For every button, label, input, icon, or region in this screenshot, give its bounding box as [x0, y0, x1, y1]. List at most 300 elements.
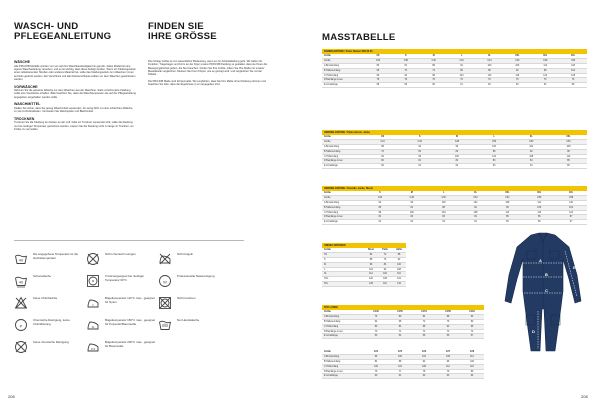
- size-table-cell: 71: [398, 330, 402, 333]
- size-table-cell: C40: [431, 59, 436, 62]
- size-table-cell: 118: [571, 64, 575, 67]
- size-table-header-cell: Größe: [324, 351, 331, 353]
- size-table-cell: 88: [492, 150, 496, 153]
- size-table-cell: 90: [376, 74, 380, 77]
- size-table-cell: E Ärmellänge: [324, 165, 338, 168]
- size-table-cell: 124: [397, 278, 401, 281]
- care-section-title: TROCKNEN: [14, 116, 35, 121]
- size-table-cell: C44: [487, 59, 492, 62]
- size-table-cell: 81: [418, 160, 422, 163]
- size-table-cell: 80: [381, 160, 384, 163]
- no-iron-icon: [158, 252, 172, 266]
- size-table-header-cell: M: [410, 192, 413, 194]
- size-table-cell: 82: [410, 216, 414, 219]
- figure-label-d: D: [532, 329, 535, 334]
- care-symbol-item: [14, 340, 84, 362]
- size-table-cell: A Brustumfang: [324, 315, 340, 318]
- size-table-row: [322, 83, 587, 88]
- size-table-cell: 59: [404, 84, 408, 87]
- size-table-cell: 84: [383, 263, 387, 266]
- care-text-column: [14, 60, 136, 131]
- size-table-cell: 66: [376, 69, 380, 72]
- size-table-cell: 92: [383, 268, 387, 271]
- gentle-wash-icon: [14, 274, 28, 288]
- care-section-body: Stellen Sie sicher, dass Sie genug Waschmittel verwenden. Zu wenig führt zu einer schlechten Wäsche, zu viel zu Rückständen. Vermeiden Sie Weichspüler und Bleichmittel.: [14, 106, 134, 114]
- size-table-cell: B Taillenumfang: [324, 320, 341, 323]
- care-symbol-label: Bügeltemperatur 110°C max., geeignet für Nylon: [105, 296, 155, 304]
- size-table-cell: 65: [567, 165, 570, 168]
- care-symbol-item: [86, 252, 156, 274]
- care-symbol-item: [14, 274, 84, 296]
- size-table-cell: C52: [473, 196, 478, 199]
- size-table-cell: C50: [570, 59, 576, 62]
- size-table-cell: 64: [470, 375, 474, 378]
- care-symbol-item: [158, 296, 228, 318]
- svg-text:••: ••: [91, 324, 95, 329]
- size-table-header-cell: XS: [381, 136, 385, 138]
- size-table-cell: 57: [470, 335, 474, 338]
- size-table-header-cell: 4XL: [570, 55, 576, 57]
- size-table-cell: 100: [492, 145, 497, 148]
- size-table-cell: 88: [397, 253, 401, 256]
- size-table-header-cell: XL: [487, 55, 491, 57]
- size-table-cell: 60: [432, 84, 435, 87]
- size-table-cell: 92: [529, 150, 533, 153]
- size-table-header-cell: C27: [445, 351, 451, 353]
- size-table-cell: 104: [569, 206, 573, 209]
- size-table-header-cell: XXL: [515, 55, 520, 57]
- size-table-cell: C48: [409, 196, 414, 199]
- size-table-header-cell: C158: [445, 311, 451, 313]
- size-table-cell: 88: [442, 206, 445, 209]
- size-table-cell: D Beinlänge innen: [324, 216, 343, 219]
- care-symbol-label: Nur Handwäsche: [177, 318, 200, 322]
- size-table-cell: 88: [381, 145, 384, 148]
- size-table-header-cell: M: [455, 136, 458, 138]
- size-table-cell: C Hüftumfang: [324, 211, 339, 214]
- size-table-title: DAMEN-GRÖSSE / Pants Damen DIN 36-46: [322, 49, 587, 54]
- size-table-cell: E Ärmellänge: [324, 221, 338, 224]
- size-table-cell: M: [324, 263, 326, 266]
- size-table-cell: 92: [397, 258, 401, 261]
- size-text-column: [148, 60, 270, 86]
- size-table-cell: 82: [455, 160, 459, 163]
- overall-illustration: [505, 233, 581, 351]
- figure-label-b: B: [545, 272, 548, 277]
- care-symbol-label: Bügeltemperatur 150°C max., geeignet für Polyester/Baumwolle: [105, 318, 156, 326]
- size-table-cell: 61: [398, 375, 402, 378]
- size-table-header-cell: L: [460, 55, 463, 57]
- size-table-cell: 108: [446, 355, 450, 358]
- overall-figure: [493, 229, 593, 355]
- size-table-cell: C52: [529, 140, 534, 143]
- size-table-cell: C58: [568, 196, 574, 199]
- size-table-cell: 76: [404, 79, 408, 82]
- size-table-cell: 80: [378, 206, 382, 209]
- size-table-cell: C38: [403, 59, 408, 62]
- size-table-cell: 92: [381, 155, 384, 158]
- size-table-cell: 116: [397, 273, 401, 276]
- size-table-cell: 104: [571, 69, 575, 72]
- size-table-cell: 108: [397, 268, 401, 271]
- size-table-cell: 84: [369, 253, 373, 256]
- size-table-header-cell: Größe: [324, 55, 331, 57]
- size-table-cell: 116: [383, 283, 387, 286]
- size-table-cell: 65: [506, 221, 509, 224]
- size-table-cell: 56: [446, 335, 450, 338]
- size-table-cell: 70: [404, 69, 408, 72]
- care-symbol-label: Nicht trocknen: [177, 296, 196, 300]
- size-table-header-cell: S: [405, 55, 407, 57]
- size-table-header-cell: Taille: [382, 249, 388, 251]
- size-table-cell: 96: [470, 325, 474, 328]
- size-table-cell: 76: [376, 79, 380, 82]
- size-table-cell: C46: [377, 196, 383, 199]
- size-table-header-cell: Größe: [324, 249, 331, 251]
- size-table-cell: 128: [571, 74, 575, 77]
- size-table-cell: A Brustumfang: [324, 145, 340, 148]
- size-table-cell: 76: [460, 79, 463, 82]
- size-table-cell: 96: [410, 201, 414, 204]
- size-table-cell: 72: [383, 253, 387, 256]
- size-table-cell: A Brustumfang: [324, 355, 340, 358]
- size-table-cell: A Brustumfang: [324, 201, 340, 204]
- size-table-cell: 63: [516, 84, 519, 87]
- care-section-title: VORWÄSCHE: [14, 84, 38, 89]
- care-symbol-item: [86, 340, 156, 362]
- size-table-cell: 84: [398, 325, 402, 328]
- size-table-cell: 81: [378, 216, 382, 219]
- size-table-cell: 96: [446, 360, 450, 363]
- care-symbol-label: Chemische Reinigung, keine Chloridlösung: [33, 318, 70, 326]
- size-table-cell: 96: [369, 263, 373, 266]
- table-heading: MASSTABELLE: [322, 32, 396, 43]
- size-table-cell: C54: [566, 140, 571, 143]
- size-table-header-cell: 3XL: [537, 192, 542, 194]
- size-table-cell: 88: [432, 64, 435, 67]
- size-table-cell: 92: [422, 360, 426, 363]
- care-symbol-item: [158, 274, 228, 296]
- size-table-cell: 96: [418, 155, 422, 158]
- size-table-cell: C44: [380, 140, 385, 143]
- size-table-cell: 94: [404, 74, 408, 77]
- size-table-cell: 108: [473, 211, 478, 214]
- size-table-cell: 76: [381, 150, 384, 153]
- size-table-cell: 104: [369, 268, 373, 271]
- size-table-cell: D Beinlänge innen: [324, 79, 343, 82]
- size-table-cell: 61: [460, 84, 463, 87]
- size-table-cell: 94: [460, 64, 463, 67]
- svg-text:•••: •••: [90, 346, 96, 351]
- figure-label-c: C: [545, 288, 548, 293]
- iron-high-icon: [86, 340, 100, 354]
- size-table-header-cell: C28: [469, 351, 475, 353]
- size-table-cell: 65: [571, 84, 575, 87]
- care-symbol-item: [158, 318, 228, 340]
- size-table: [322, 130, 587, 169]
- size-table-cell: 53: [374, 335, 378, 338]
- size-table-cell: 80: [470, 320, 474, 323]
- size-table-cell: 96: [455, 145, 459, 148]
- size-table-cell: 70: [374, 330, 378, 333]
- size-table-cell: 54: [398, 335, 402, 338]
- no-dryclean-icon: [86, 252, 100, 266]
- size-table-cell: 76: [488, 79, 491, 82]
- size-table-cell: 84: [374, 360, 378, 363]
- iron-medium-icon: [86, 318, 100, 332]
- size-table-cell: 84: [404, 64, 408, 67]
- size-table-cell: 110: [487, 74, 492, 77]
- size-table-header-cell: L: [493, 136, 495, 138]
- size-table-cell: 62: [488, 84, 491, 87]
- size-table-cell: 98: [543, 69, 547, 72]
- care-symbol-label: Trocknergeeignet bei niedriger Temperatur 60°C: [105, 274, 145, 282]
- size-table-cell: 66: [537, 221, 541, 224]
- size-table-header-cell: Größe: [324, 311, 331, 313]
- size-table-header-cell: C150: [397, 311, 403, 313]
- svg-text:40: 40: [18, 257, 24, 263]
- size-table-cell: 64: [374, 320, 378, 323]
- size-table-row: [322, 164, 587, 169]
- size-table-cell: 68: [398, 320, 402, 323]
- size-table-cell: 100: [487, 64, 492, 67]
- size-table-cell: 108: [566, 145, 571, 148]
- hand-wash-icon: [158, 318, 172, 332]
- size-table-cell: 67: [569, 221, 573, 224]
- size-table-cell: Größe: [324, 59, 331, 62]
- size-table-cell: 72: [422, 320, 426, 323]
- size-table-cell: 116: [569, 201, 573, 204]
- size-table-cell: C Hüftumfang: [324, 155, 339, 158]
- size-table-header-cell: Hüfte: [396, 249, 402, 251]
- care-symbol-item: [86, 296, 156, 318]
- size-table-cell: 108: [422, 365, 426, 368]
- care-symbol-label: Schonwäsche: [33, 274, 51, 278]
- size-table-cell: 96: [374, 355, 378, 358]
- size-table-cell: 87: [569, 216, 573, 219]
- care-symbol-label: Keine Chlorbleiche: [33, 296, 58, 300]
- care-section-body: Nehmen Sie die gesamte Wäsche vor dem Waschen aus der Maschine. Stark verschmutzte Kleidung sollte eine Vorwäsche erhalten. Bitte beachten Sie, dass die Waschtemperatur wie auf der Pflegeanleitung angegeben eingehalten werden sollte.: [14, 89, 136, 99]
- size-table-cell: 58: [376, 84, 380, 87]
- size-table-cell: 85: [567, 160, 570, 163]
- size-table-cell: 3XL: [324, 283, 329, 286]
- care-symbol-label: Nicht bügeln: [177, 252, 194, 256]
- size-table-header-cell: M: [432, 55, 435, 57]
- size-table-cell: 96: [506, 206, 509, 209]
- size-text-paragraph: Die richtige Größe ist von wesentlicher Bedeutung, wenn es zur Arbeitskleidung geht. Wir haben für Funktion, Tragetragen und Form an der Figur unsere PROJOB Kleidung so gestaltet, dass sie Ihnen die Bewegungsfreiheit geben, die Sie brauchen. Finden Sie Ihre Größe, indem Sie Ihre Maße mit unserer Masstabelle vergleichen. Messen Sie Ihren Körper, wie es gezeigt wird, und vergleichen Sie mit der Tabelle.: [148, 60, 268, 77]
- care-section-title: WÄSCHE: [14, 60, 30, 64]
- size-table-header-cell: XL: [529, 136, 533, 138]
- figure-label-e: E: [573, 265, 576, 270]
- size-table-cell: 76: [432, 79, 435, 82]
- care-symbol-label: Keine chemische Reinigung: [33, 340, 69, 344]
- size-table-header-cell: Größe: [324, 192, 331, 194]
- size-table-cell: 88: [422, 325, 426, 328]
- size-table-header-cell: 3XL: [543, 55, 548, 57]
- size-table-cell: 112: [543, 64, 548, 67]
- size-table-title: FÜR LÄNGE: [322, 305, 484, 310]
- size-table: [322, 243, 406, 287]
- size-table-cell: 100: [398, 355, 402, 358]
- size-table-cell: 80: [374, 325, 378, 328]
- care-symbol-label: Nicht chemisch reinigen: [105, 252, 136, 256]
- size-table-cell: Größe: [324, 196, 331, 199]
- size-table-cell: B Taillenumfang: [324, 206, 341, 209]
- size-table-cell: 116: [537, 211, 542, 214]
- tumble-dry-low-icon: [86, 274, 100, 288]
- size-table-cell: 76: [374, 370, 378, 373]
- size-table-cell: C50: [491, 140, 497, 143]
- page-number-left: 206: [8, 394, 15, 399]
- size-table-header-cell: XS: [376, 55, 380, 57]
- no-bleach-icon: [14, 296, 28, 310]
- care-symbol-label: Die angegebene Temperatur ist die Höchsttemperatur: [33, 252, 78, 260]
- size-table-cell: 92: [418, 145, 422, 148]
- iron-low-icon: [86, 296, 100, 310]
- size-table-cell: 60: [381, 165, 384, 168]
- no-tumble-icon: [158, 296, 172, 310]
- size-table-cell: 84: [474, 216, 477, 219]
- size-table-header-cell: S: [418, 136, 421, 138]
- size-table-cell: E Ärmellänge: [324, 335, 338, 338]
- size-table-header-cell: XXL: [566, 136, 571, 138]
- size-table-cell: XL: [324, 273, 327, 276]
- size-table-cell: 98: [432, 74, 435, 77]
- size-table-header-cell: XL: [474, 192, 477, 194]
- size-table-cell: 104: [492, 155, 497, 158]
- size-table: [322, 186, 587, 225]
- size-table-cell: 112: [369, 273, 373, 276]
- size-table-header-cell: 4XL: [568, 192, 574, 194]
- size-table-cell: 116: [470, 365, 474, 368]
- size-table-cell: 100: [409, 211, 414, 214]
- size-table-cell: 55: [422, 335, 426, 338]
- size-table-cell: 106: [515, 64, 520, 67]
- size-table-cell: C Hüftumfang: [324, 365, 339, 368]
- size-table-cell: 84: [529, 160, 533, 163]
- size-table: [322, 305, 484, 339]
- size-table-cell: 62: [455, 165, 459, 168]
- size-table-cell: 80: [376, 64, 380, 67]
- size-table-row: [322, 374, 484, 379]
- size-table-cell: 100: [374, 365, 378, 368]
- size-table-header-cell: C24: [373, 351, 379, 353]
- size-table-title: UNISEX GRÖSSEN: [322, 243, 406, 248]
- size-table-cell: 104: [398, 365, 402, 368]
- size-table-cell: 64: [529, 165, 533, 168]
- care-symbol-label: Bügeltemperatur 200°C max., geeignet für Baumwolle: [105, 340, 156, 348]
- size-table-cell: 112: [566, 155, 571, 158]
- size-table-cell: C42: [459, 59, 464, 62]
- size-table-cell: L: [324, 268, 326, 271]
- size-table-row: [322, 220, 587, 225]
- size-table-title: HERREN-GRÖSSE / Pants Herren, Jacke: [322, 130, 587, 135]
- size-table-cell: C50: [441, 196, 446, 199]
- size-table-cell: 84: [455, 150, 459, 153]
- size-table-cell: 86: [537, 216, 541, 219]
- size-table-cell: 112: [537, 201, 542, 204]
- size-table-cell: 64: [543, 84, 547, 87]
- size-table-cell: B Taillenumfang: [324, 69, 341, 72]
- size-table-cell: 60: [374, 375, 378, 378]
- size-table-cell: 108: [383, 278, 387, 281]
- size-table: [322, 49, 587, 88]
- size-table-cell: 84: [422, 315, 426, 318]
- size-table-cell: 73: [446, 330, 450, 333]
- size-table-cell: 77: [398, 370, 402, 373]
- size-table-cell: 80: [418, 150, 422, 153]
- size-table-cell: 61: [378, 221, 382, 224]
- size-table-cell: 76: [571, 79, 575, 82]
- size-table-cell: 72: [422, 330, 426, 333]
- size-table-cell: 88: [398, 360, 402, 363]
- dryclean-p-icon: [14, 318, 28, 332]
- size-table-header-cell: Größe: [324, 136, 331, 138]
- size-table-header-cell: C25: [397, 351, 403, 353]
- size-table-cell: 76: [374, 315, 378, 318]
- size-table-cell: 63: [492, 165, 496, 168]
- care-top-divider: [14, 240, 244, 241]
- care-symbol-label: Professionelle Nassreinigung: [177, 274, 215, 278]
- size-table-cell: 132: [397, 283, 401, 286]
- size-table-header-cell: XXL: [505, 192, 510, 194]
- size-table-cell: 76: [543, 79, 547, 82]
- size-table-cell: 112: [505, 211, 510, 214]
- wash-tub-icon: [14, 252, 28, 266]
- size-table-cell: D Beinlänge innen: [324, 160, 343, 163]
- size-table-cell: C54: [505, 196, 510, 199]
- size-table-cell: 92: [516, 69, 519, 72]
- size-table-cell: E Ärmellänge: [324, 84, 338, 87]
- size-table-cell: C Hüftumfang: [324, 325, 339, 328]
- size-table: [322, 350, 484, 379]
- size-table-cell: 86: [488, 69, 491, 72]
- care-symbol-item: [86, 274, 156, 296]
- size-table-cell: A Brustumfang: [324, 64, 340, 67]
- svg-text:40: 40: [18, 279, 24, 285]
- size-table-cell: 80: [460, 69, 463, 72]
- care-symbol-item: [14, 252, 84, 274]
- size-table-cell: 108: [529, 155, 534, 158]
- size-table-header-cell: C162: [469, 311, 475, 313]
- size-table-cell: 122: [543, 74, 548, 77]
- size-table-header-cell: S: [379, 192, 381, 194]
- size-table-row: [322, 334, 484, 339]
- size-table-cell: 80: [398, 315, 402, 318]
- size-table-cell: 100: [383, 273, 387, 276]
- size-table-cell: 76: [516, 79, 519, 82]
- size-table-cell: 62: [422, 375, 426, 378]
- svg-text:•: •: [92, 302, 94, 307]
- size-table-cell: 79: [446, 370, 450, 373]
- no-dryclean-2-icon: [14, 340, 28, 354]
- size-table-cell: B Taillenumfang: [324, 150, 341, 153]
- size-table-cell: C46: [417, 140, 422, 143]
- size-table-cell: 74: [470, 330, 474, 333]
- size-table-cell: 104: [473, 201, 478, 204]
- size-table-cell: 78: [422, 370, 426, 373]
- care-symbol-item: [86, 318, 156, 340]
- size-table-cell: 112: [470, 355, 474, 358]
- care-symbol-item: [14, 296, 84, 318]
- size-table-cell: 108: [505, 201, 510, 204]
- size-table-cell: 80: [470, 370, 474, 373]
- wet-clean-icon: [158, 274, 172, 288]
- size-table-title: HERREN-GRÖSSE / Overalls, Jacke, Weste: [322, 186, 587, 191]
- size-table-cell: 104: [529, 145, 534, 148]
- size-table-cell: 128: [369, 283, 373, 286]
- size-table-cell: 116: [515, 74, 520, 77]
